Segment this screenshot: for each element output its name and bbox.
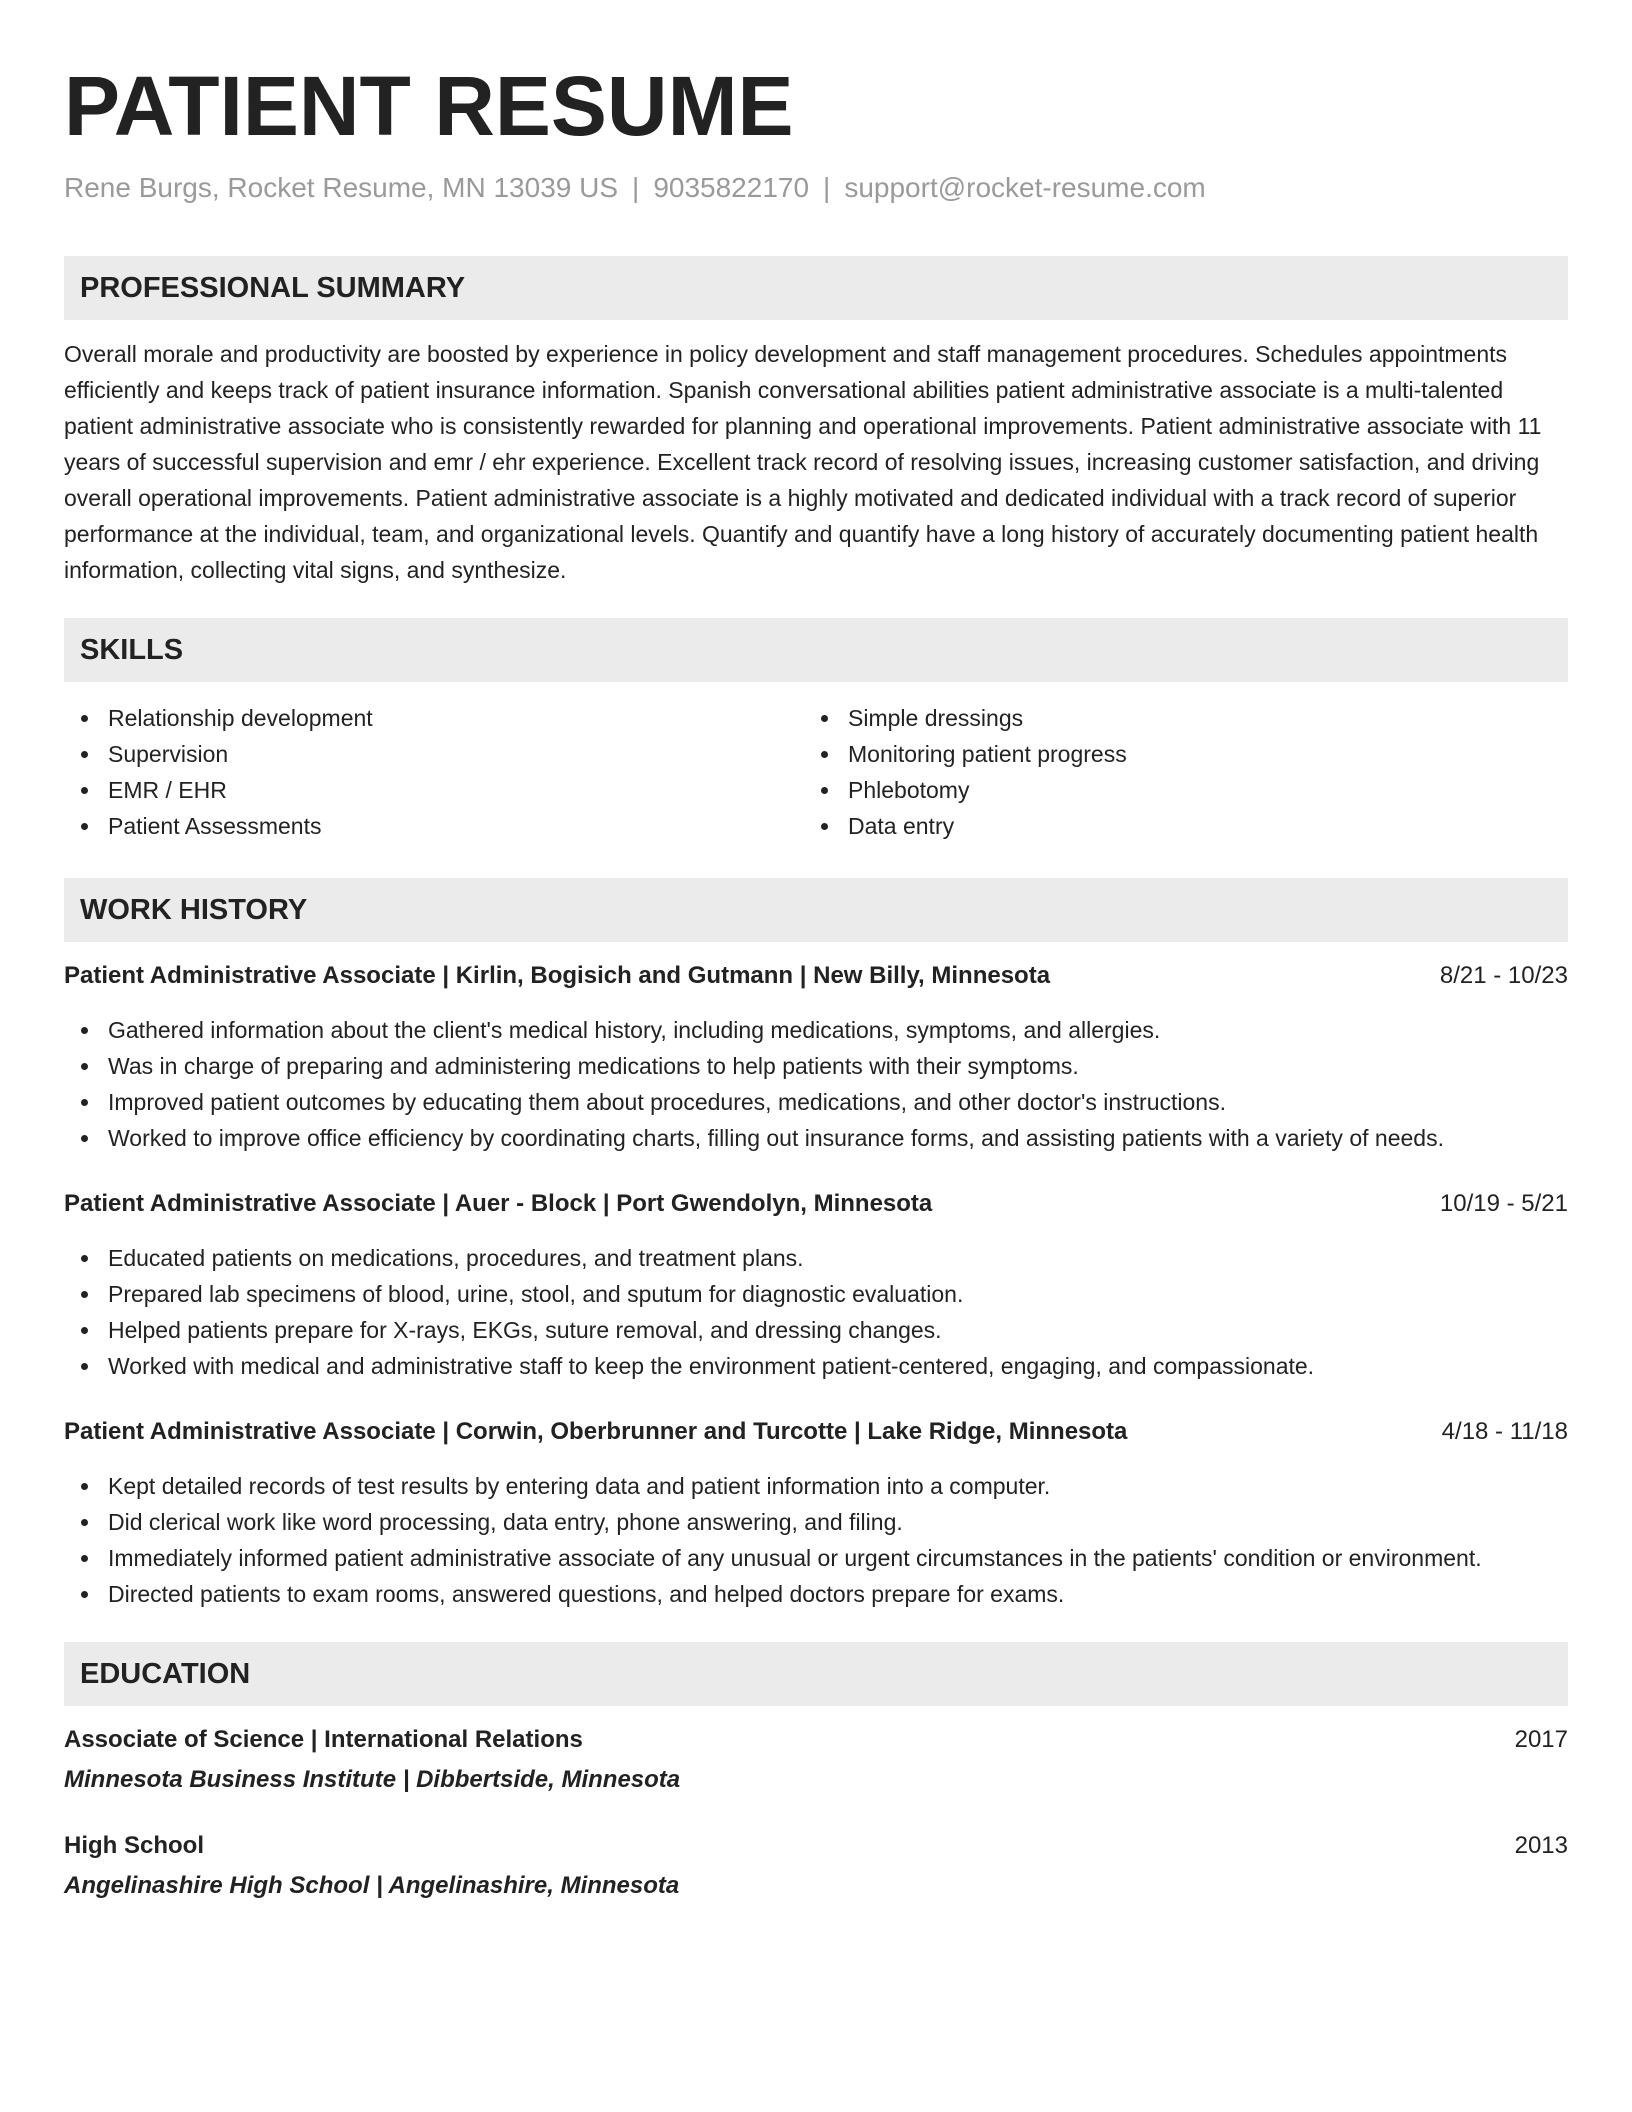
- skill-item: Relationship development: [64, 700, 804, 736]
- education-school: Minnesota Business Institute | Dibbertside, Minnesota: [64, 1766, 681, 1793]
- skills-column-left: [64, 700, 804, 844]
- section-heading-education: EDUCATION: [64, 1642, 1568, 1706]
- job-header: [64, 958, 1568, 994]
- contact-address: Rene Burgs, Rocket Resume, MN 13039 US: [64, 172, 619, 203]
- education-entry: [64, 1722, 1568, 1798]
- skills-column-right: [804, 700, 1544, 844]
- job-dates: 10/19 - 5/21: [1439, 1190, 1568, 1217]
- job-bullet: Gathered information about the client's medical history, including medications, symptoms, and allergies.: [64, 1012, 1568, 1048]
- job-bullet: Kept detailed records of test results by entering data and patient information into a computer.: [64, 1468, 1568, 1504]
- section-heading-summary: PROFESSIONAL SUMMARY: [64, 256, 1568, 320]
- job-bullet: Worked to improve office efficiency by coordinating charts, filling out insurance forms, and assisting patients with a variety of needs.: [64, 1120, 1568, 1156]
- job-dates: 8/21 - 10/23: [1439, 962, 1568, 989]
- education-header: [64, 1828, 1568, 1864]
- job-title: Patient Administrative Associate | Auer - Block | Port Gwendolyn, Minnesota: [64, 1190, 933, 1217]
- education-degree: High School: [64, 1832, 204, 1859]
- job-entry: [64, 1414, 1568, 1612]
- job-entry: [64, 1186, 1568, 1384]
- contact-line: [64, 170, 1568, 206]
- job-bullet: Prepared lab specimens of blood, urine, stool, and sputum for diagnostic evaluation.: [64, 1276, 1568, 1312]
- job-entry: [64, 958, 1568, 1156]
- job-bullet: Did clerical work like word processing, data entry, phone answering, and filing.: [64, 1504, 1568, 1540]
- skills-grid: [64, 700, 1568, 844]
- contact-separator: |: [823, 172, 831, 203]
- section-heading-work-history: WORK HISTORY: [64, 878, 1568, 942]
- skill-item: Phlebotomy: [804, 772, 1544, 808]
- education-header: [64, 1722, 1568, 1758]
- job-bullet: Was in charge of preparing and administering medications to help patients with their symptoms.: [64, 1048, 1568, 1084]
- education-year: 2013: [1514, 1832, 1568, 1859]
- job-bullet: Immediately informed patient administrative associate of any unusual or urgent circumstances in the patients' condition or environment.: [64, 1540, 1568, 1576]
- section-heading-skills: SKILLS: [64, 618, 1568, 682]
- skill-item: Monitoring patient progress: [804, 736, 1544, 772]
- skill-item: EMR / EHR: [64, 772, 804, 808]
- job-bullet: Improved patient outcomes by educating them about procedures, medications, and other doctor's instructions.: [64, 1084, 1568, 1120]
- contact-separator: |: [632, 172, 640, 203]
- job-bullets: [64, 1240, 1568, 1384]
- summary-text: Overall morale and productivity are boosted by experience in policy development and staff management procedures. Schedules appointments efficiently and keeps track of patient insurance information. Spanish conversational abilities patient administrative associate is a multi-talented patient administrative associate who is consistently rewarded for planning and operational improvements. Patient administrative associate with 11 years of successful supervision and emr / ehr experience. Excellent track record of resolving issues, increasing customer satisfaction, and driving overall operational improvements. Patient administrative associate is a highly motivated and dedicated individual with a track record of superior performance at the individual, team, and organizational levels. Quantify and quantify have a long history of accurately documenting patient health information, collecting vital signs, and synthesize.: [64, 341, 1542, 583]
- contact-email: support@rocket-resume.com: [844, 172, 1206, 203]
- job-bullet: Directed patients to exam rooms, answered questions, and helped doctors prepare for exams.: [64, 1576, 1568, 1612]
- job-title: Patient Administrative Associate | Kirlin, Bogisich and Gutmann | New Billy, Minnesota: [64, 962, 1051, 989]
- job-title: Patient Administrative Associate | Corwin, Oberbrunner and Turcotte | Lake Ridge, Minnesota: [64, 1418, 1128, 1445]
- job-bullets: [64, 1012, 1568, 1156]
- skill-item: Supervision: [64, 736, 804, 772]
- contact-phone: 9035822170: [653, 172, 810, 203]
- job-bullet: Educated patients on medications, procedures, and treatment plans.: [64, 1240, 1568, 1276]
- job-bullet: Worked with medical and administrative staff to keep the environment patient-centered, engaging, and compassionate.: [64, 1348, 1568, 1384]
- resume-page: [64, 56, 1568, 1904]
- education-year: 2017: [1514, 1726, 1568, 1753]
- job-bullets: [64, 1468, 1568, 1612]
- education-degree: Associate of Science | International Relations: [64, 1726, 583, 1753]
- skill-item: Simple dressings: [804, 700, 1544, 736]
- education-entry: [64, 1828, 1568, 1904]
- job-header: [64, 1186, 1568, 1222]
- skill-item: Patient Assessments: [64, 808, 804, 844]
- education-school: Angelinashire High School | Angelinashire, Minnesota: [64, 1872, 680, 1899]
- page-title: PATIENT RESUME: [64, 59, 794, 153]
- job-header: [64, 1414, 1568, 1450]
- skill-item: Data entry: [804, 808, 1544, 844]
- job-dates: 4/18 - 11/18: [1441, 1418, 1568, 1445]
- job-bullet: Helped patients prepare for X-rays, EKGs, suture removal, and dressing changes.: [64, 1312, 1568, 1348]
